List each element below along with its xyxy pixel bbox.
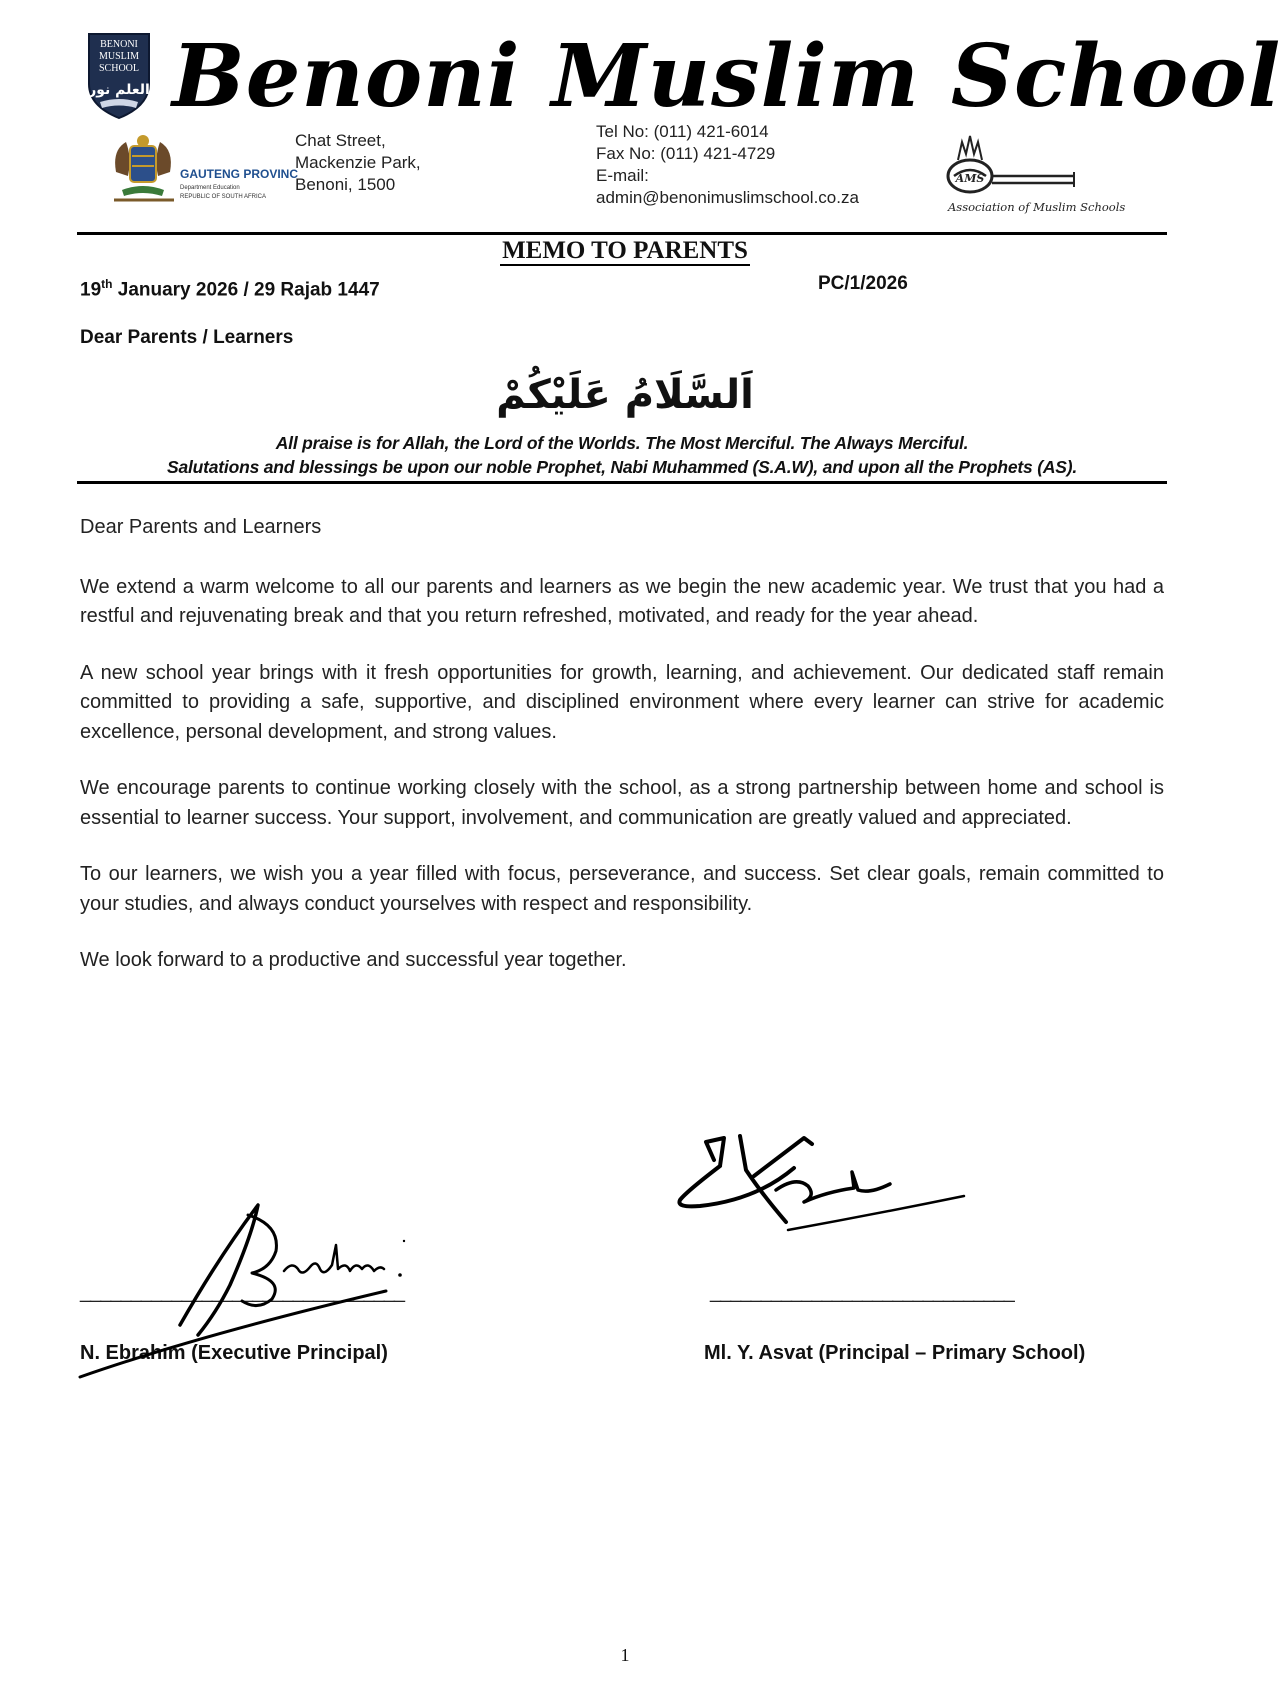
signature-line-right: ______________________________ — [710, 1281, 1014, 1303]
header-divider — [77, 232, 1167, 235]
signature-asvat — [676, 1130, 976, 1250]
date-suffix: th — [101, 277, 113, 291]
memo-date — [80, 272, 380, 302]
fax-number: Fax No: (011) 421-4729 — [596, 144, 776, 163]
address-line: Chat Street, — [295, 131, 386, 150]
memo-reference: PC/1/2026 — [818, 273, 908, 294]
school-contact-details — [596, 121, 859, 209]
praise-line-1: All praise is for Allah, the Lord of the Worlds. The Most Merciful. The Always Merciful. — [275, 433, 969, 453]
svg-text:AMS: AMS — [955, 172, 985, 185]
memo-body — [80, 513, 1164, 1003]
body-paragraph: We extend a warm welcome to all our parents and learners as we begin the new academic year. We trust that you had a restful and rejuvenating break and that you return refreshed, motivated, and ready for the year ahead. — [80, 575, 1164, 627]
crest-text-line: BENONI — [100, 39, 138, 50]
signatory-left-name: N. Ebrahim (Executive Principal) — [80, 1342, 388, 1364]
school-address — [295, 130, 421, 196]
signatory-right-name: Ml. Y. Asvat (Principal – Primary School) — [704, 1342, 1086, 1364]
body-paragraph: We look forward to a productive and successful year together. — [80, 949, 627, 971]
salutation-header: Dear Parents / Learners — [80, 327, 294, 348]
body-paragraph: A new school year brings with it fresh opportunities for growth, learning, and achievement. Our dedicated staff remain committed to providing a safe, supportive, and disciplined environment where every learner can strive for academic excellence, personal development, and strong values. — [80, 661, 1164, 743]
signature-ebrahim — [80, 1195, 420, 1395]
telephone-number: Tel No: (011) 421-6014 — [596, 122, 769, 141]
ams-logo-label: Association of Muslim Schools — [948, 200, 1126, 214]
crest-text-line: MUSLIM — [98, 51, 140, 62]
email-label: E-mail: — [596, 166, 649, 185]
gauteng-logo-title: GAUTENG PROVINC — [180, 167, 299, 181]
gauteng-department-logo — [108, 132, 299, 216]
signature-line-left: ________________________________ — [80, 1281, 404, 1303]
address-line: Mackenzie Park, — [295, 153, 421, 172]
memo-title — [0, 236, 1250, 266]
school-crest-logo — [86, 32, 152, 120]
school-name-title: Benoni Muslim School — [172, 26, 1281, 127]
email-address[interactable]: admin@benonimuslimschool.co.za — [596, 188, 859, 207]
ams-logo — [938, 130, 1138, 220]
page-number: 1 — [620, 1645, 630, 1665]
address-line: Benoni, 1500 — [295, 175, 396, 194]
body-greeting: Dear Parents and Learners — [80, 516, 322, 538]
gauteng-logo-subtitle: Department Education — [180, 185, 240, 191]
body-paragraph: To our learners, we wish you a year filled with focus, perseverance, and success. Set clear goals, remain committed to your studies, and always conduct yourselves with respect and responsibility. — [80, 863, 1164, 915]
crest-arabic-motto: العلم نور — [88, 82, 150, 98]
body-paragraph: We encourage parents to continue working closely with the school, as a strong partnership between home and school is essential to learner success. Your support, involvement, and communication are greatly valued and appreciated. — [80, 777, 1164, 829]
praise-line-2: Salutations and blessings be upon our noble Prophet, Nabi Muhammed (S.A.W), and upon all the Prophets (AS). — [166, 457, 1078, 477]
date-day: 19 — [80, 279, 102, 301]
arabic-greeting: اَلسَّلَامُ عَلَيْكُمْ — [496, 372, 754, 418]
gauteng-logo-country: REPUBLIC OF SOUTH AFRICA — [180, 194, 267, 200]
memo-title-text: MEMO TO PARENTS — [502, 237, 748, 264]
crest-text-line: SCHOOL — [98, 63, 140, 74]
salutation-divider — [77, 481, 1167, 484]
date-rest: January 2026 / 29 Rajab 1447 — [112, 279, 380, 301]
